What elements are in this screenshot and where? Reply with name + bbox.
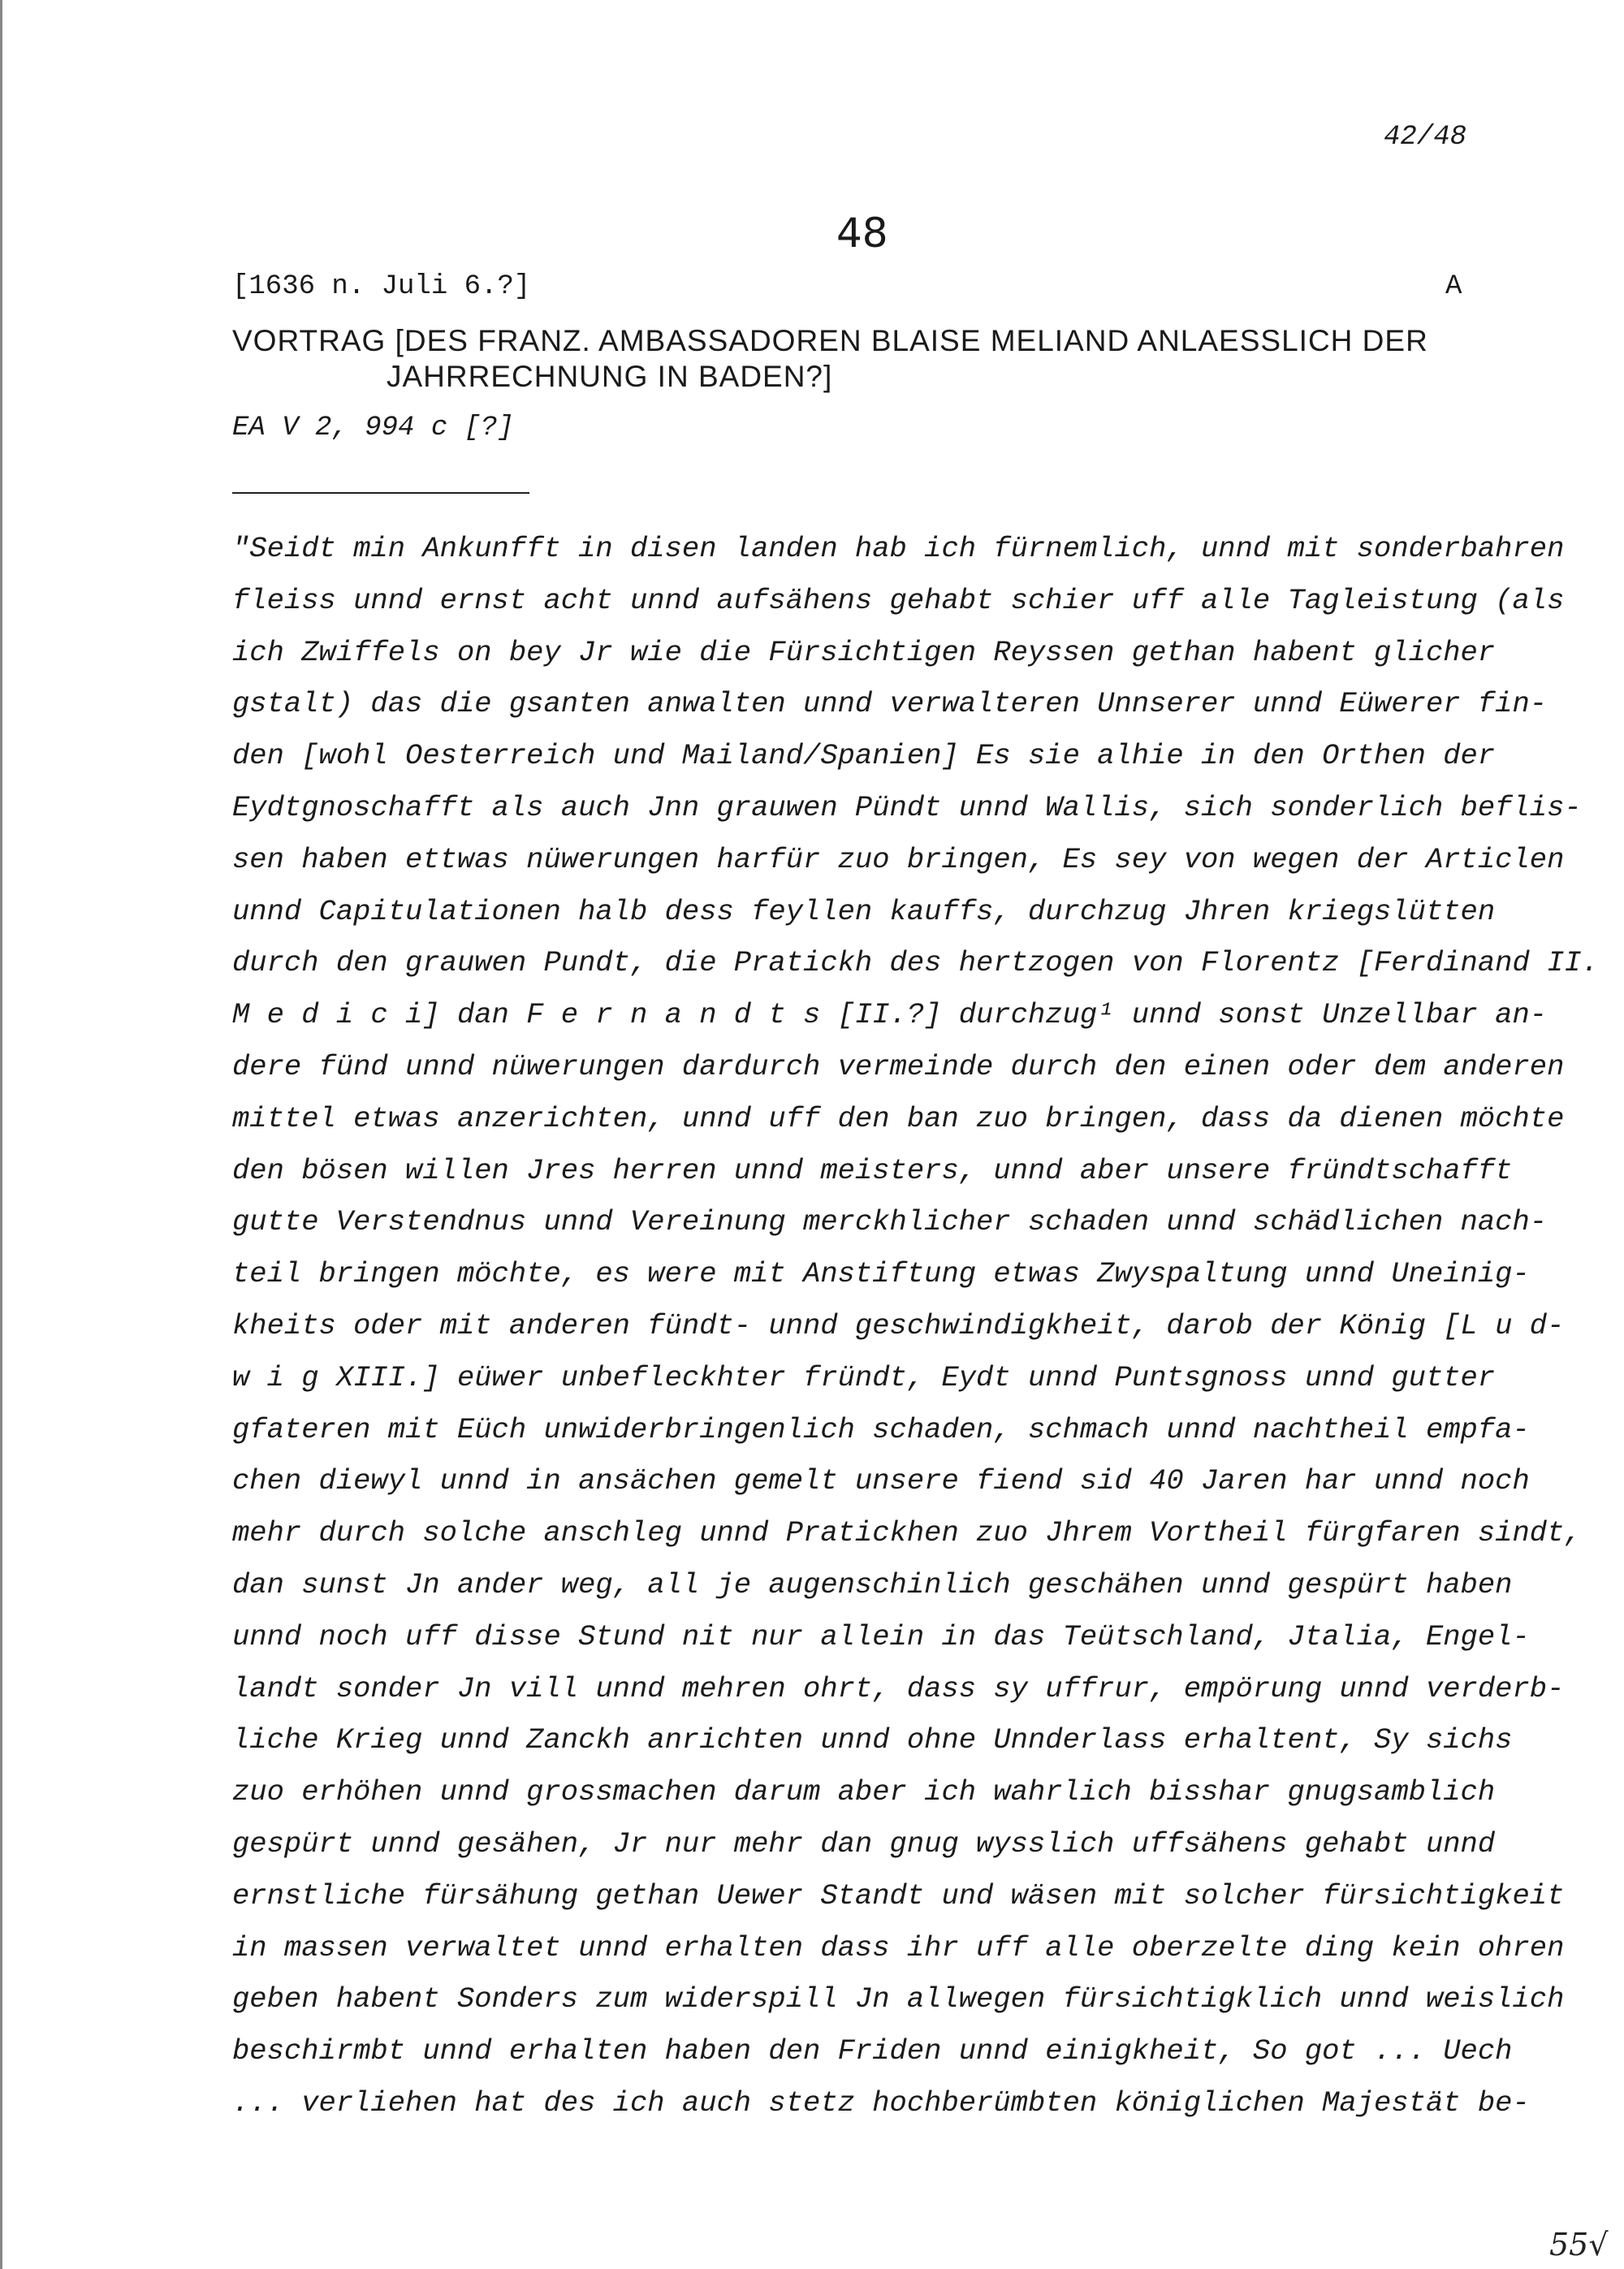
body-line: in massen verwaltet unnd erhalten dass ihr uff alle oberzelte ding kein ohren (232, 1930, 1565, 1964)
body-line: fleiss unnd ernst acht unnd aufsähens gehabt schier uff alle Tagleistung (als (232, 583, 1565, 617)
title-line-1: VORTRAG [DES FRANZ. AMBASSADOREN BLAISE MELIAND ANLAESSLICH DER (232, 324, 1428, 357)
body-line: chen diewyl unnd in ansächen gemelt unsere fiend sid 40 Jaren har unnd noch (232, 1464, 1530, 1498)
body-line: dan sunst Jn ander weg, all je augenschinlich geschähen unnd gespürt haben (232, 1567, 1513, 1601)
body-line: kheits oder mit anderen fündt- unnd geschwindigkheit, darob der König [L u d- (232, 1308, 1565, 1342)
body-line: gfateren mit Eüch unwiderbringenlich schaden, schmach unnd nachtheil empfa- (232, 1412, 1530, 1446)
body-line: liche Krieg unnd Zanckh anrichten unnd ohne Unnderlass erhaltent, Sy sichs (232, 1723, 1513, 1757)
body-line: ... verliehen hat des ich auch stetz hochberümbten königlichen Majestät be- (232, 2085, 1530, 2120)
body-line: geben habent Sonders zum widerspill Jn allwegen fürsichtigklich unnd weislich (232, 1982, 1565, 2016)
body-line: sen haben ettwas nüwerungen harfür zuo bringen, Es sey von wegen der Articlen (232, 842, 1565, 876)
body-line: mehr durch solche anschleg unnd Pratickhen zuo Jhrem Vortheil fürgfaren sindt, (232, 1516, 1582, 1550)
body-line: beschirmbt unnd erhalten haben den Friden unnd einigkheit, So got ... Uech (232, 2034, 1513, 2068)
handwritten-page-mark: 55√ (1549, 2227, 1609, 2263)
body-line: landt sonder Jn vill unnd mehren ohrt, dass sy uffrur, empörung unnd verderb- (232, 1671, 1565, 1705)
date-line: [1636 n. Juli 6.?] (232, 271, 531, 302)
body-line: den bösen willen Jres herren unnd meisters, unnd aber unsere fründtschafft (232, 1153, 1513, 1187)
letter-mark: A (1445, 271, 1462, 302)
body-line: teil bringen möchte, es were mit Anstiftung etwas Zwyspaltung unnd Uneinig- (232, 1257, 1530, 1291)
body-line: unnd noch uff disse Stund nit nur allein in das Teütschland, Jtalia, Engel- (232, 1619, 1530, 1653)
body-line: M e d i c i] dan F e r n a n d t s [II.?] durchzug¹ unnd sonst Unzellbar an- (232, 998, 1548, 1032)
page-reference: 42/48 (1384, 122, 1467, 153)
body-line: den [wohl Oesterreich und Mailand/Spanien] Es sie alhie in den Orthen der (232, 739, 1496, 773)
body-line: gespürt unnd gesähen, Jr nur mehr dan gnug wysslich uffsähens gehabt unnd (232, 1826, 1496, 1861)
source-reference: EA V 2, 994 c [?] (232, 413, 514, 443)
body-line: w i g XIII.] eüwer unbefleckhter fründt, Eydt unnd Puntsgnoss unnd gutter (232, 1360, 1496, 1394)
document-number: 48 (836, 210, 888, 257)
body-line: dere fünd unnd nüwerungen dardurch vermeinde durch den einen oder dem anderen (232, 1049, 1565, 1083)
body-line: unnd Capitulationen halb dess feyllen kauffs, durchzug Jhren kriegslütten (232, 894, 1496, 928)
document-title (232, 323, 1466, 395)
body-line: ich Zwiffels on bey Jr wie die Fürsichtigen Reyssen gethan habent glicher (232, 635, 1496, 669)
body-line: gutte Verstendnus unnd Vereinung merckhlicher schaden unnd schädlichen nach- (232, 1205, 1548, 1239)
body-line: durch den grauwen Pundt, die Pratickh des hertzogen von Florentz [Ferdinand II. (232, 946, 1599, 980)
body-text (232, 523, 1599, 2129)
body-line: mittel etwas anzerichten, unnd uff den ban zuo bringen, dass da dienen möchte (232, 1101, 1565, 1135)
body-line: zuo erhöhen unnd grossmachen darum aber ich wahrlich bisshar gnugsamblich (232, 1775, 1496, 1809)
body-line: gstalt) das die gsanten anwalten unnd verwalteren Unnserer unnd Eüwerer fin- (232, 687, 1548, 721)
body-line: Eydtgnoschafft als auch Jnn grauwen Pündt unnd Wallis, sich sonderlich beflis- (232, 790, 1582, 824)
page-edge (0, 0, 2, 2269)
body-line: ernstliche fürsähung gethan Uewer Standt und wäsen mit solcher fürsichtigkeit (232, 1878, 1565, 1912)
separator-rule (232, 492, 529, 494)
body-line: "Seidt min Ankunfft in disen landen hab ich fürnemlich, unnd mit sonderbahren (232, 532, 1565, 565)
title-line-2: JAHRRECHNUNG IN BADEN?] (387, 360, 833, 393)
